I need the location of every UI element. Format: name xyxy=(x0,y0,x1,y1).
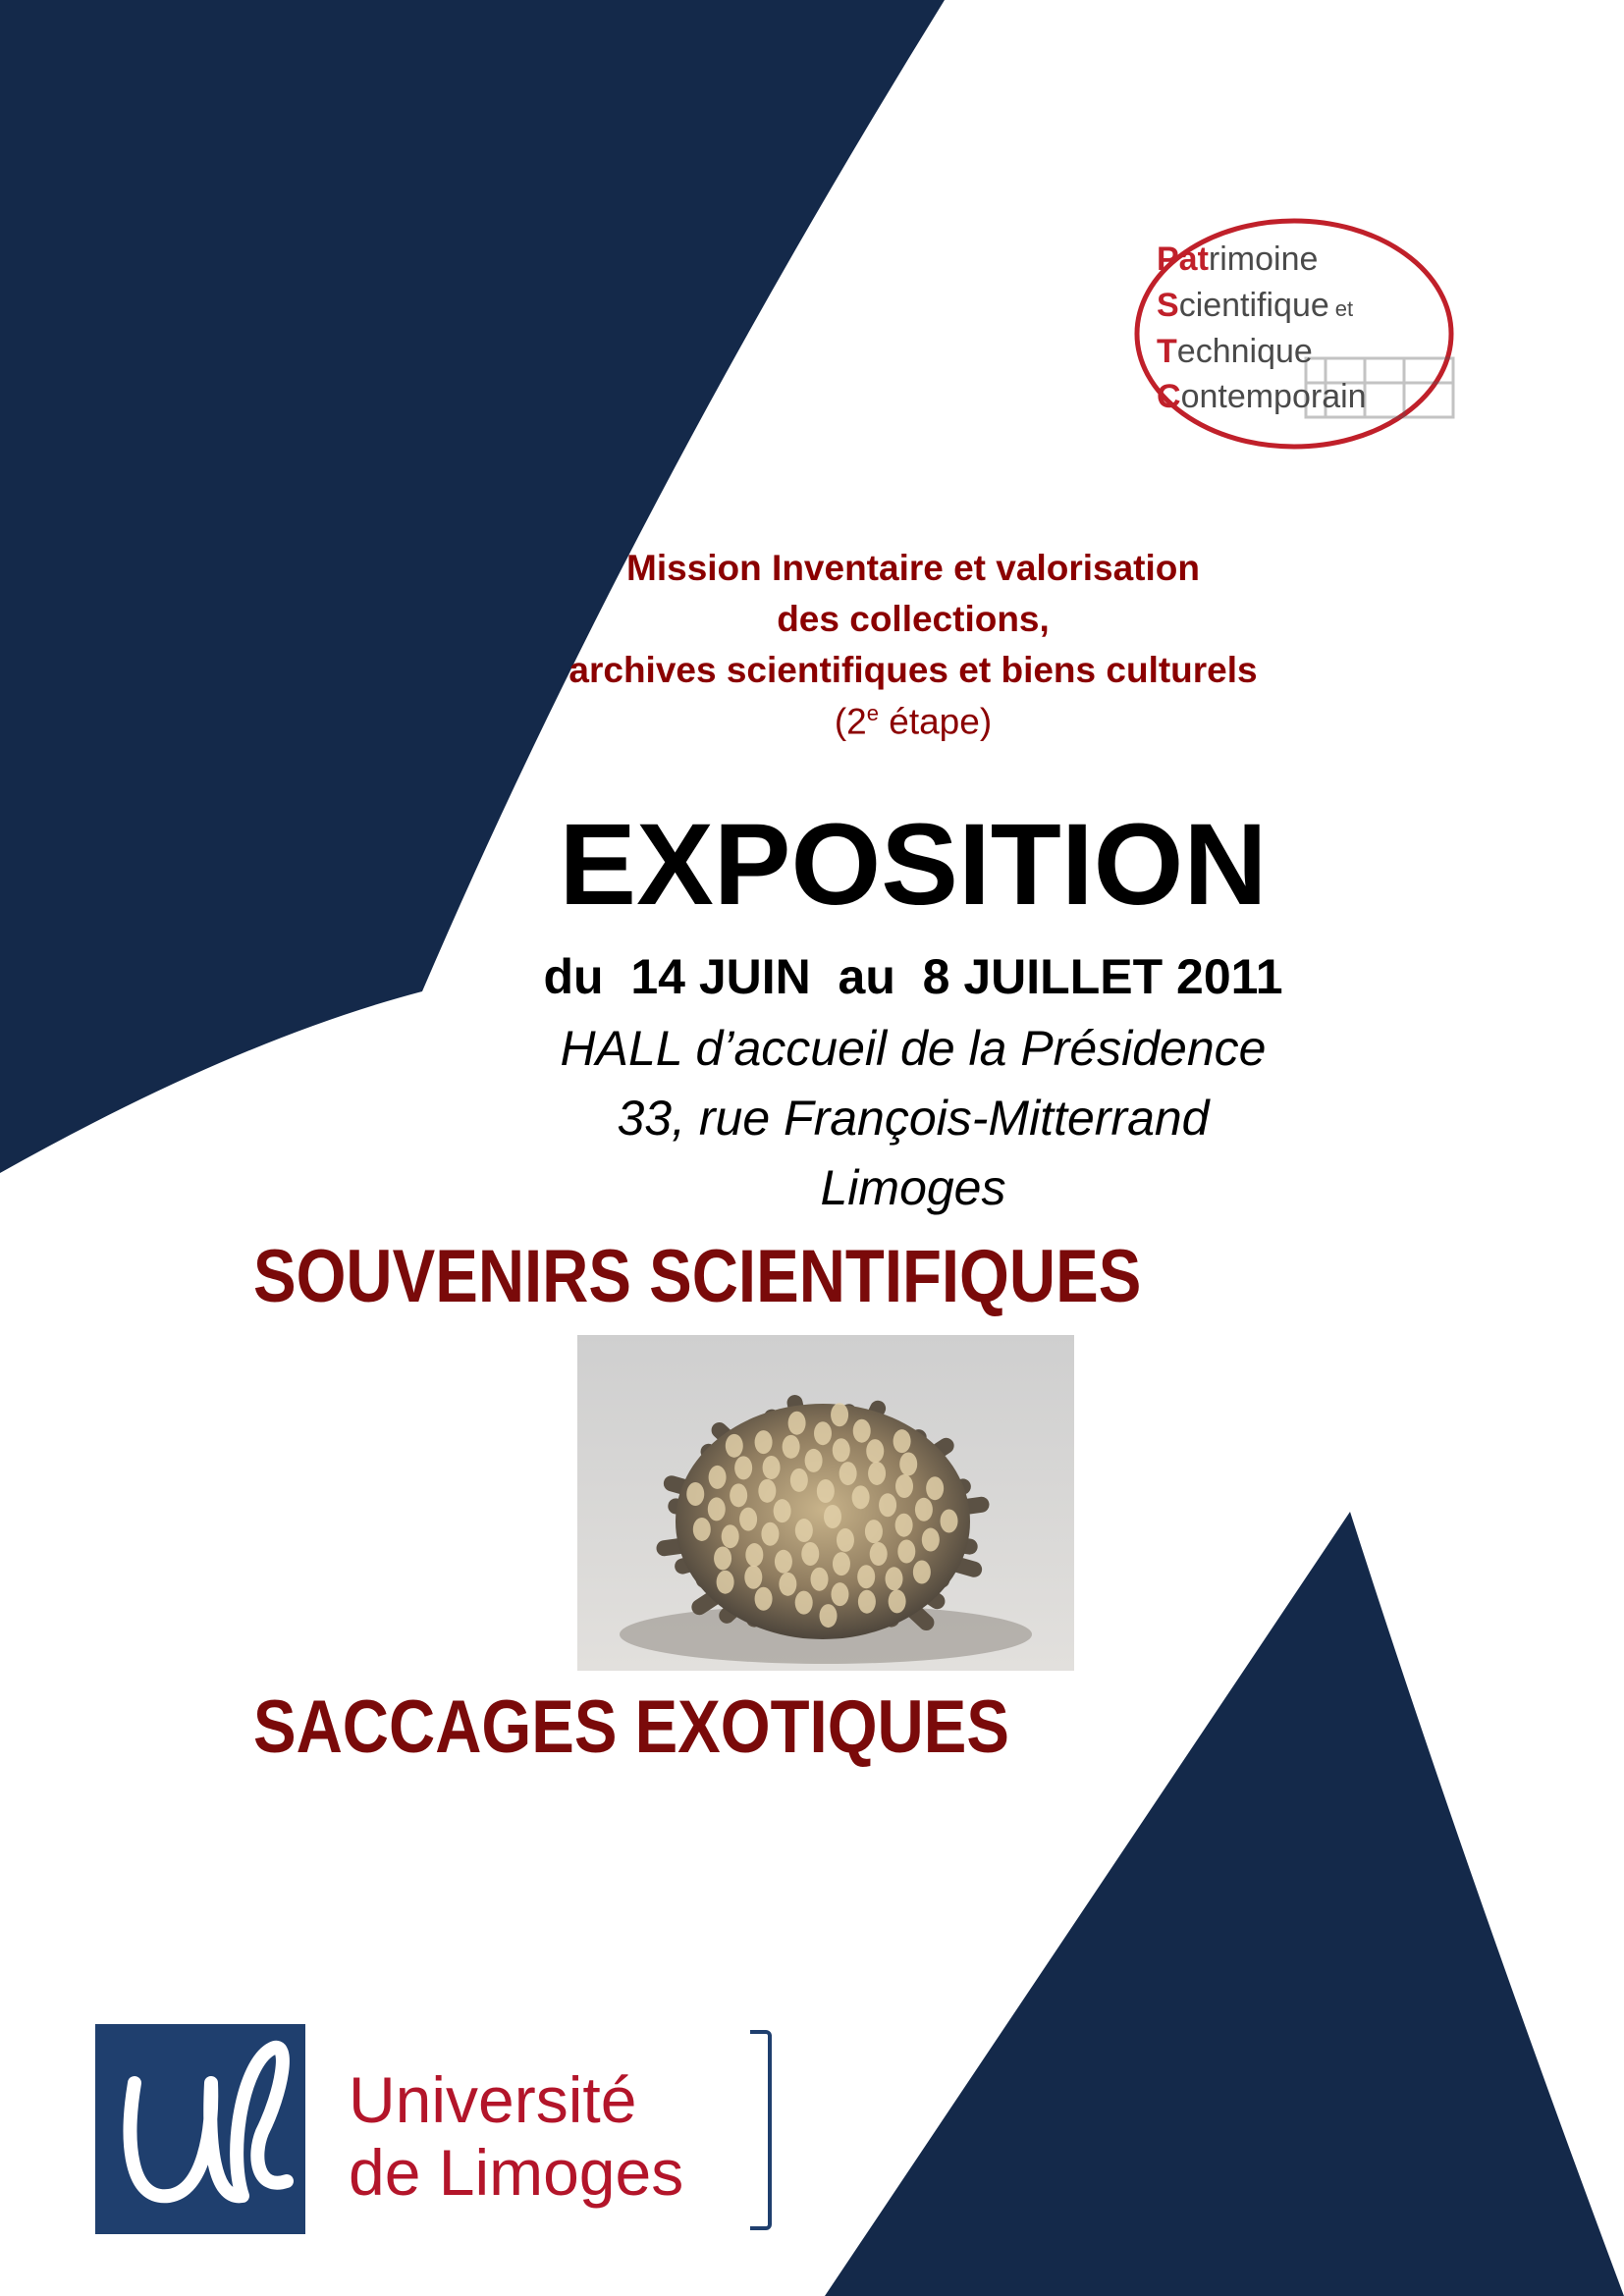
coral-tip xyxy=(755,1430,773,1454)
coral-tip xyxy=(709,1466,727,1489)
mission-line-2: des collections, xyxy=(777,599,1050,639)
coral-tip xyxy=(833,1438,850,1462)
coral-tip xyxy=(693,1518,711,1541)
coral-tip xyxy=(788,1412,806,1435)
coral-tip xyxy=(714,1546,731,1570)
pstc-word-rest: cientifique xyxy=(1178,287,1329,324)
pstc-logo xyxy=(1129,211,1483,456)
pstc-word-rest: rimoine xyxy=(1208,240,1319,278)
coral-tip xyxy=(745,1543,763,1567)
coral-tip xyxy=(817,1479,835,1503)
pstc-initial: S xyxy=(1157,287,1179,324)
coral-tip xyxy=(899,1452,917,1475)
university-bracket xyxy=(750,2030,772,2230)
coral-tip xyxy=(779,1573,796,1596)
coral-photo xyxy=(577,1335,1074,1671)
coral-tip xyxy=(730,1483,747,1507)
exposition-dates: du 14 JUIN au 8 JUILLET 2011 xyxy=(543,949,1283,1004)
pstc-initial: Pat xyxy=(1157,240,1209,278)
coral-tip xyxy=(790,1468,808,1492)
coral-tip xyxy=(868,1462,886,1485)
coral-tip xyxy=(941,1509,958,1532)
coral-tip xyxy=(761,1522,779,1546)
pstc-line-patrimoine xyxy=(1157,242,1318,276)
coral-tip xyxy=(758,1479,776,1503)
coral-tip xyxy=(805,1449,823,1472)
coral-tip xyxy=(853,1419,871,1443)
coral-tip xyxy=(870,1542,888,1566)
coral-tip xyxy=(866,1439,884,1463)
coral-tip xyxy=(895,1514,913,1537)
coral-tip xyxy=(831,1403,848,1426)
headline-souvenirs: SOUVENIRS SCIENTIFIQUES xyxy=(253,1235,1142,1318)
coral-tip xyxy=(734,1456,752,1479)
coral-tip xyxy=(775,1550,792,1574)
etape-prefix: (2 xyxy=(834,701,867,742)
coral-tip xyxy=(858,1590,876,1614)
address-line-2: 33, rue François-Mitterrand xyxy=(617,1091,1210,1146)
coral-tip xyxy=(915,1498,933,1522)
coral-tip xyxy=(922,1528,940,1552)
address-line-1: HALL d’accueil de la Présidence xyxy=(560,1021,1267,1076)
pstc-line-contemporain xyxy=(1157,380,1367,413)
university-name-line-2: de Limoges xyxy=(349,2136,684,2209)
coral-tip xyxy=(795,1519,813,1542)
coral-tip xyxy=(763,1456,781,1479)
coral-tip xyxy=(831,1582,848,1606)
coral-tip xyxy=(852,1485,870,1509)
coral-tip xyxy=(814,1421,832,1445)
coral-tip xyxy=(879,1493,896,1517)
coral-tip xyxy=(739,1508,757,1531)
coral-tip xyxy=(837,1528,854,1552)
pstc-word-rest: ontemporain xyxy=(1180,378,1367,415)
university-logo-mark xyxy=(95,2024,305,2234)
mission-etape xyxy=(373,701,1453,742)
coral-tip xyxy=(801,1542,819,1566)
coral-tip xyxy=(893,1429,911,1453)
coral-tip xyxy=(926,1476,944,1500)
coral-tip xyxy=(897,1540,915,1564)
headline-saccages: SACCAGES EXOTIQUES xyxy=(253,1685,1009,1769)
pstc-line-scientifique xyxy=(1157,289,1353,322)
pstc-line-technique xyxy=(1157,335,1313,368)
coral-tip xyxy=(839,1462,857,1485)
coral-tip xyxy=(833,1552,850,1575)
etape-suffix: étape) xyxy=(878,701,993,742)
mission-line-3: archives scientifiques et biens culturels xyxy=(568,650,1258,690)
coral-tip xyxy=(824,1505,841,1528)
coral-tip xyxy=(889,1589,906,1613)
coral-tip xyxy=(811,1568,829,1591)
coral-tip xyxy=(865,1520,883,1543)
coral-tip xyxy=(755,1587,773,1611)
coral-tip xyxy=(686,1482,704,1506)
coral-tip xyxy=(886,1567,903,1590)
coral-tip xyxy=(820,1604,838,1628)
coral-tip xyxy=(744,1566,762,1589)
pstc-initial: C xyxy=(1157,378,1181,415)
etape-superscript: e xyxy=(866,701,879,725)
university-ul-glyph xyxy=(95,2024,305,2234)
coral-tip xyxy=(708,1497,726,1521)
coral-tip xyxy=(795,1591,813,1615)
exposition-title: EXPOSITION xyxy=(559,800,1268,930)
coral-tip xyxy=(717,1571,734,1594)
coral-tip xyxy=(913,1561,931,1584)
university-name-line-1: Université xyxy=(349,2063,637,2136)
coral-tip xyxy=(857,1565,875,1588)
coral-tip xyxy=(726,1434,743,1458)
coral-tip xyxy=(895,1474,913,1498)
address-line-3: Limoges xyxy=(820,1160,1006,1215)
pstc-word-rest: echnique xyxy=(1176,333,1313,370)
mission-line-1: Mission Inventaire et valorisation xyxy=(626,548,1200,588)
pstc-et: et xyxy=(1334,296,1354,321)
pstc-initial: T xyxy=(1157,333,1177,370)
coral-tip xyxy=(774,1499,791,1522)
coral-tip xyxy=(722,1524,739,1548)
coral-tip xyxy=(783,1435,800,1459)
